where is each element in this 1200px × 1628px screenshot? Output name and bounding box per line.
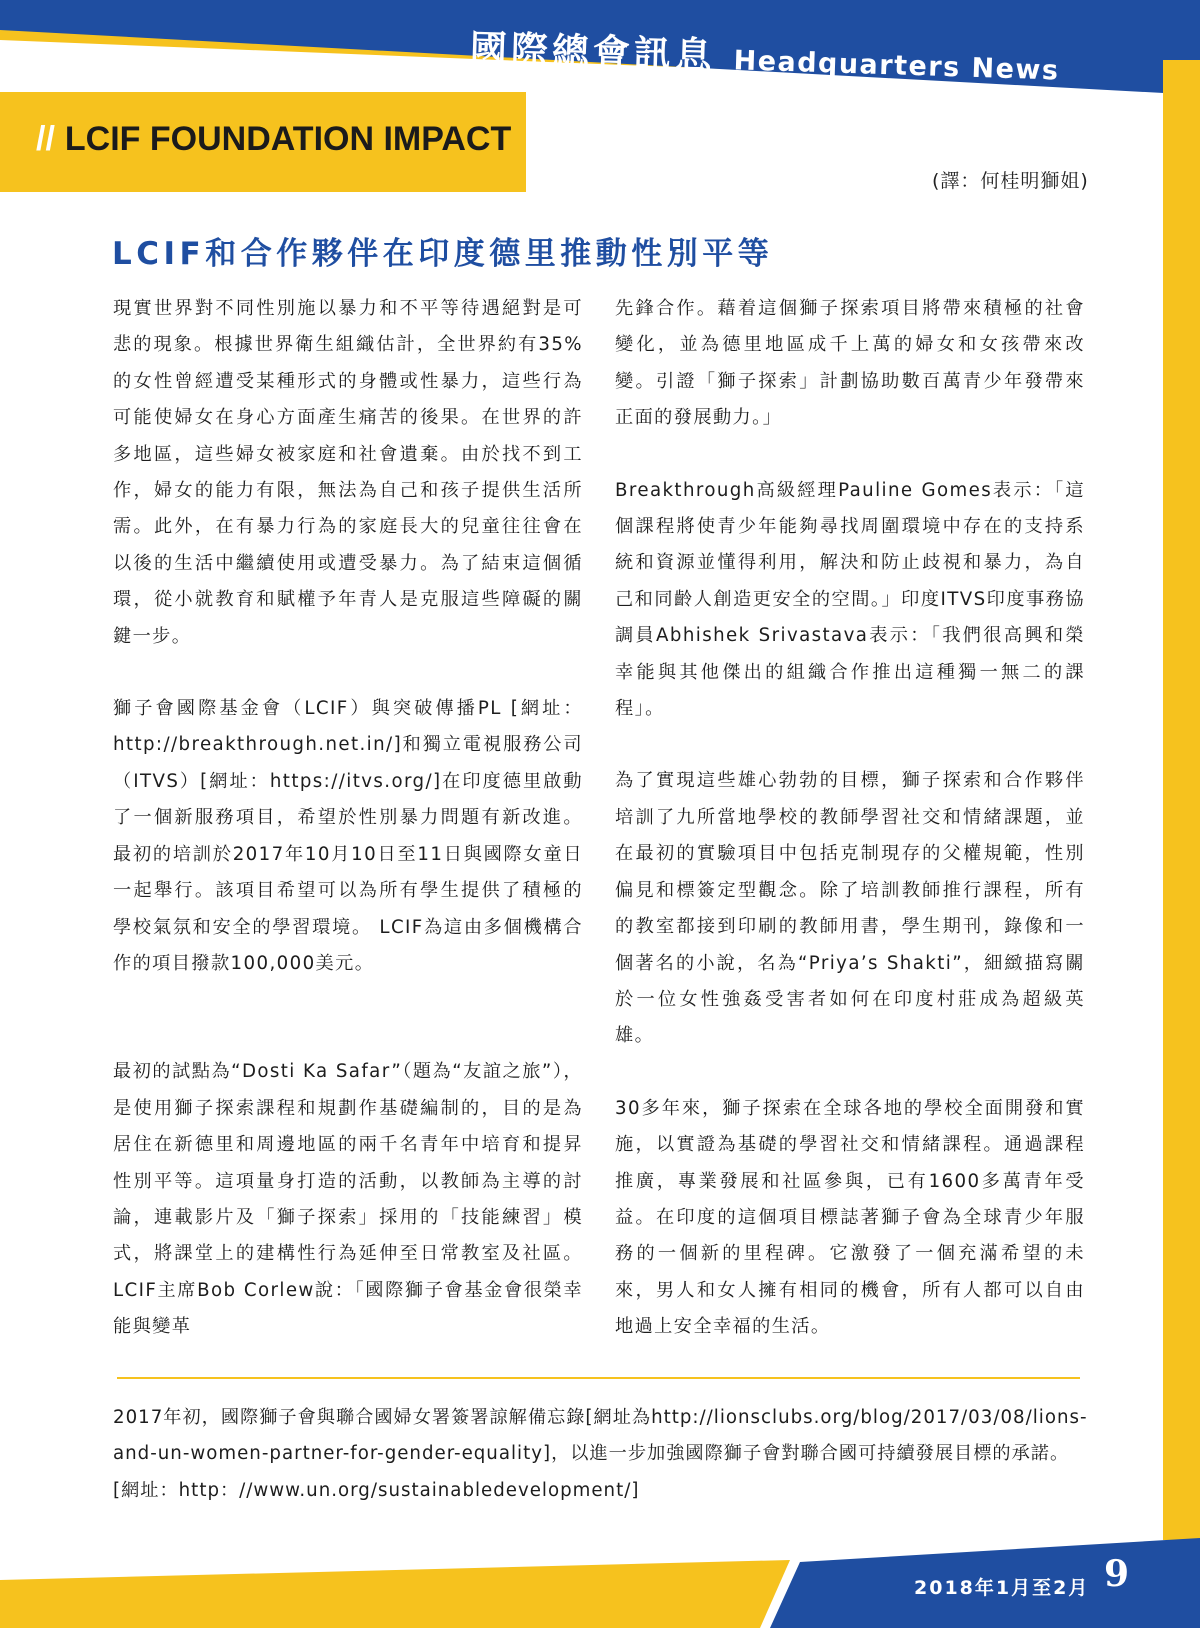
paragraph: Breakthrough高級經理Pauline Gomes表示：「這個課程將使青少年能夠尋找周圍環境中存在的支持系統和資源並懂得利用，解決和防止歧視和暴力，為自己和同齡人創造更安全的空間。」印度ITVS印度事務協調員Abhishek Srivastava表示：「我們很高興和榮幸能與其他傑出的組織合作推出這種獨一無二的課程」。 (615, 479, 1085, 720)
paragraph: 最初的試點為“Dosti Ka Safar”（題為“友誼之旅”），是使用獅子探索課程和規劃作基礎編制的，目的是為居住在新德里和周邊地區的兩千名青年中培育和提昇性別平等。這項量身打造的活動，以教師為主導的討論，連載影片及「獅子探索」採用的「技能練習」模式，將課堂上的建構性行為延伸至日常教室及社區。LCIF主席Bob Corlew說：「國際獅子會基金會很榮幸能與變革 (113, 1061, 583, 1338)
right-edge-stripe (1163, 60, 1200, 1540)
paragraph: 現實世界對不同性別施以暴力和不平等待遇絕對是可悲的現象。根據世界衛生組織估計，全世界約有35%的女性曾經遭受某種形式的身體或性暴力，這些行為可能使婦女在身心方面產生痛苦的後果。在世界的許多地區，這些婦女被家庭和社會遺棄。由於找不到工作，婦女的能力有限，無法為自己和孩子提供生活所需。此外，在有暴力行為的家庭長大的兒童往往會在以後的生活中繼續使用或遭受暴力。為了結束這個循環，從小就教育和賦權予年青人是克服這些障礙的關鍵一步。 (113, 298, 583, 647)
paragraph: 30多年來，獅子探索在全球各地的學校全面開發和實施，以實證為基礎的學習社交和情緒課程。通過課程推廣，專業發展和社區參與，已有1600多萬青年受益。在印度的這個項目標誌著獅子會為全球青少年服務的一個新的里程碑。它激發了一個充滿希望的未來，男人和女人擁有相同的機會，所有人都可以自由地過上安全幸福的生活。 (615, 1097, 1085, 1338)
section-label-text: LCIF FOUNDATION IMPACT (64, 120, 512, 158)
footnote-text: 2017年初，國際獅子會與聯合國婦女署簽署諒解備忘錄[網址為http://lionsclubs.org/blog/2017/03/08/lions-and-un-women-partner-for-gender-equality]，以進一步加強國際獅子會對聯合國可持續發展目標的承諾。[網址：http：//www.un.org/sustainabledevelopment/] (113, 1407, 1088, 1501)
paragraph: 獅子會國際基金會（LCIF）與突破傳播PL [網址：http://breakthrough.net.in/]和獨立電視服務公司（ITVS）[網址：https://itvs.org/]在印度德里啟動了一個新服務項目，希望於性別暴力問題有新改進。最初的培訓於2017年10月10日至11日與國際女童日一起舉行。該項目希望可以為所有學生提供了積極的學校氣氛和安全的學習環境。 LCIF為這由多個機構合作的項目撥款100,000美元。 (113, 698, 583, 974)
paragraph: 為了實現這些雄心勃勃的目標，獅子探索和合作夥伴培訓了九所當地學校的教師學習社交和情緒課題，並在最初的實驗項目中包括克制現存的父權規範，性別偏見和標簽定型觀念。除了培訓教師推行課程，所有的教室都接到印刷的教師用書，學生期刊，錄像和一個著名的小說，名為“Priya’s Shakti”，細緻描寫關於一位女性強姦受害者如何在印度村莊成為超級英雄。 (615, 770, 1085, 1047)
section-label (36, 120, 511, 159)
divider-rule (117, 1377, 1080, 1379)
header-title-cn: 國際總會訊息 (469, 27, 717, 78)
translator-credit: (譯：何桂明獅姐) (932, 170, 1089, 192)
right-column (615, 291, 1085, 1346)
paragraph: 先鋒合作。藉着這個獅子探索項目將帶來積極的社會變化，並為德里地區成千上萬的婦女和女孩帶來改變。引證「獅子探索」計劃協助數百萬青少年發帶來正面的發展動力。」 (615, 298, 1085, 429)
article-headline: LCIF和合作夥伴在印度德里推動性別平等 (112, 236, 774, 272)
header-title-en: Headquarters News (733, 45, 1060, 87)
issue-date: 2018年1月至2月 (914, 1577, 1090, 1599)
footnote (113, 1400, 1088, 1509)
section-slash: // (36, 120, 55, 158)
page-number: 9 (1104, 1553, 1130, 1595)
left-column (113, 291, 583, 1346)
